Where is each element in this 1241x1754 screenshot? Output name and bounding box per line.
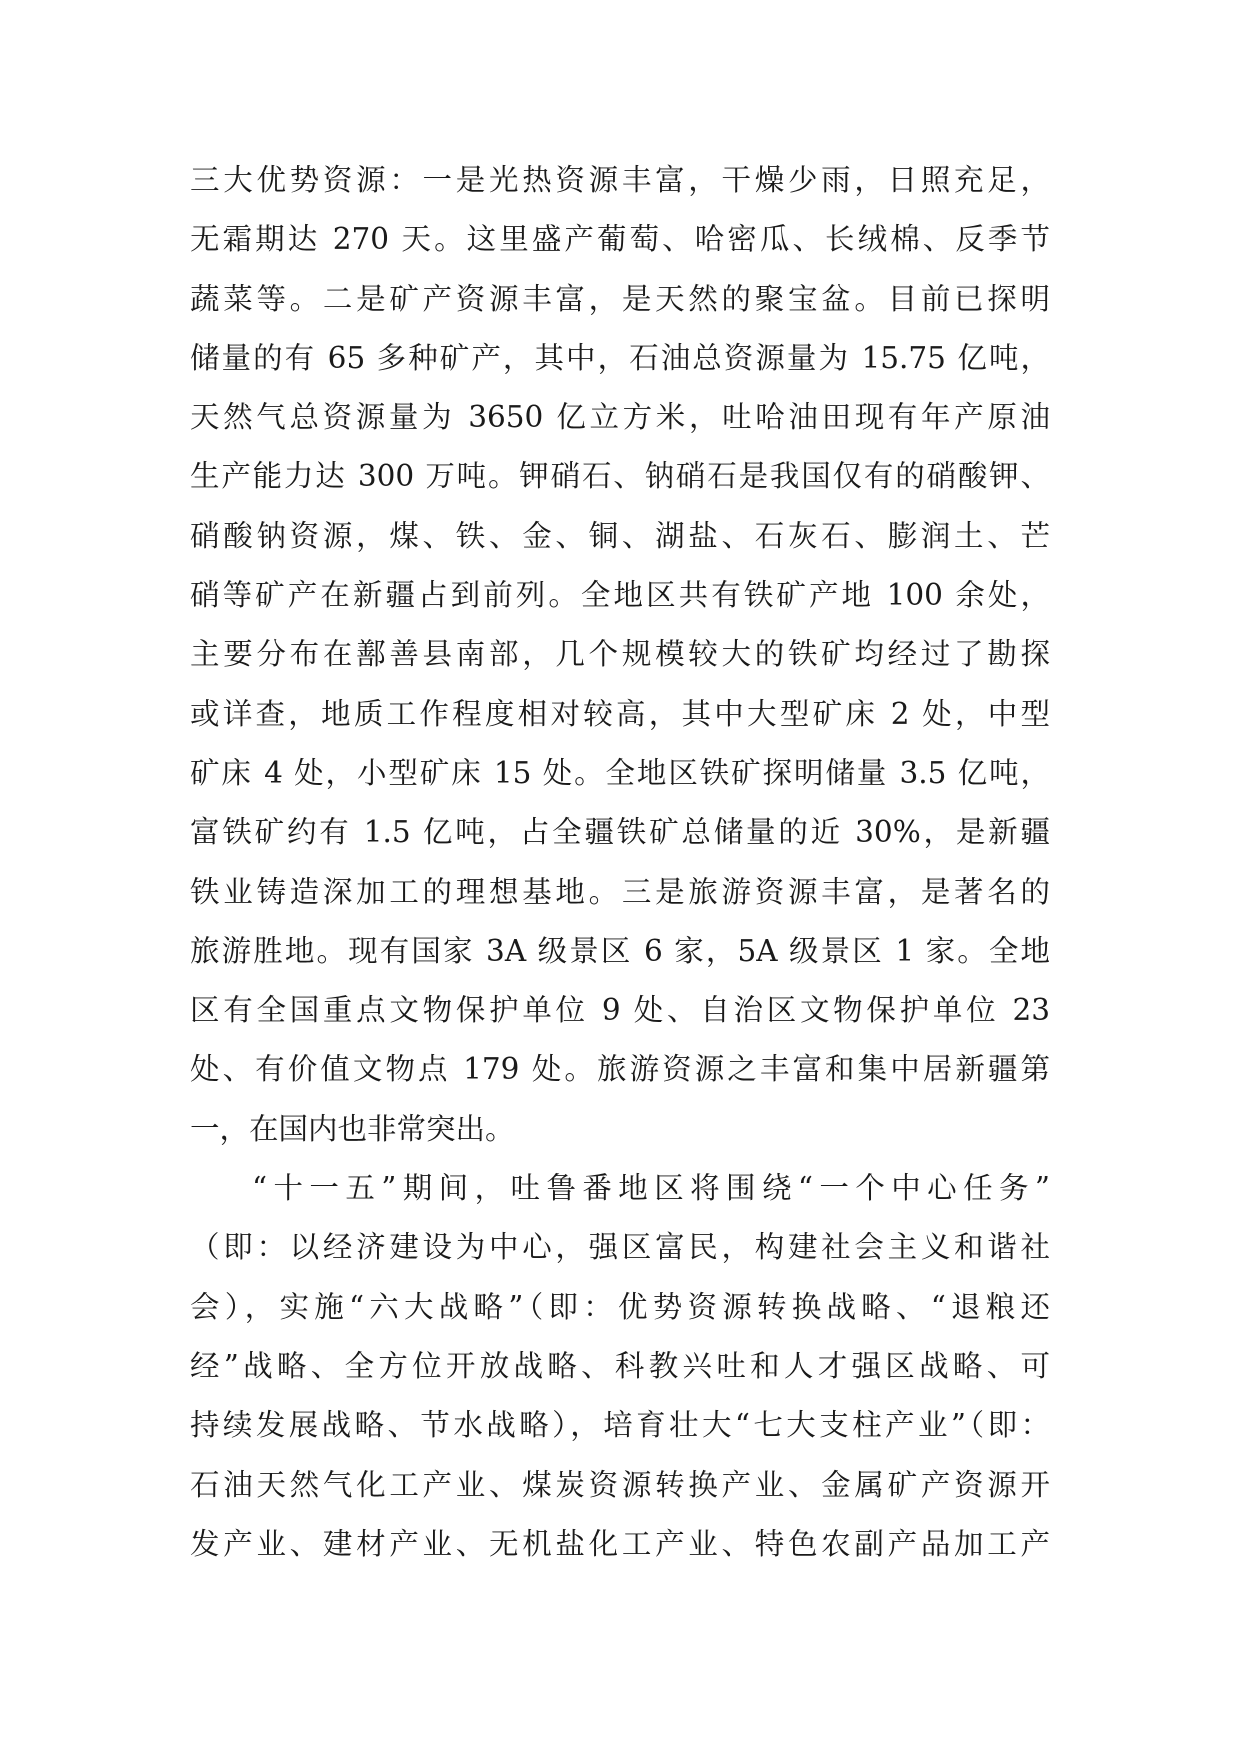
body-text: [190, 151, 1050, 1574]
text-line: 生产能力达 300 万吨。钾硝石、钠硝石是我国仅有的硝酸钾、: [190, 459, 1050, 494]
text-line: 石油天然气化工产业、煤炭资源转换产业、金属矿产资源开: [190, 1467, 1050, 1502]
text-line: 富铁矿约有 1.5 亿吨，占全疆铁矿总储量的近 30%，是新疆: [190, 815, 1050, 850]
text-line: 一，在国内也非常突出。: [190, 1111, 515, 1146]
text-line: 发产业、建材产业、无机盐化工产业、特色农副产品加工产: [190, 1526, 1050, 1561]
text-line: 无霜期达 270 天。这里盛产葡萄、哈密瓜、长绒棉、反季节: [190, 222, 1050, 257]
text-line: 蔬菜等。二是矿产资源丰富，是天然的聚宝盆。目前已探明: [190, 281, 1050, 316]
text-line: （即：以经济建设为中心，强区富民，构建社会主义和谐社: [190, 1230, 1050, 1265]
text-line: 天然气总资源量为 3650 亿立方米，吐哈油田现有年产原油: [190, 400, 1050, 435]
text-line: 矿床 4 处，小型矿床 15 处。全地区铁矿探明储量 3.5 亿吨，: [190, 755, 1050, 790]
text-line: 硝酸钠资源，煤、铁、金、铜、湖盐、石灰石、膨润土、芒: [190, 518, 1050, 553]
text-line: 旅游胜地。现有国家 3A 级景区 6 家，5A 级景区 1 家。全地: [190, 933, 1050, 968]
text-line: 经”战略、全方位开放战略、科教兴吐和人才强区战略、可: [190, 1348, 1050, 1383]
paragraph-first-line: “十一五”期间，吐鲁番地区将围绕“一个中心任务”: [252, 1171, 1050, 1206]
text-line: 处、有价值文物点 179 处。旅游资源之丰富和集中居新疆第: [190, 1052, 1050, 1087]
text-line: 主要分布在鄯善县南部，几个规模较大的铁矿均经过了勘探: [190, 637, 1050, 672]
text-line: 或详查，地质工作程度相对较高，其中大型矿床 2 处，中型: [190, 696, 1050, 731]
text-line: 储量的有 65 多种矿产，其中，石油总资源量为 15.75 亿吨，: [190, 340, 1050, 375]
text-line: 铁业铸造深加工的理想基地。三是旅游资源丰富，是著名的: [190, 874, 1050, 909]
text-line: 区有全国重点文物保护单位 9 处、自治区文物保护单位 23: [190, 993, 1050, 1028]
text-line: 硝等矿产在新疆占到前列。全地区共有铁矿产地 100 余处，: [190, 578, 1050, 613]
text-line: 会），实施“六大战略”（即：优势资源转换战略、“退粮还: [190, 1289, 1050, 1324]
text-line: 持续发展战略、节水战略），培育壮大“七大支柱产业”（即：: [190, 1408, 1050, 1443]
text-line: 三大优势资源：一是光热资源丰富，干燥少雨，日照充足，: [190, 163, 1050, 197]
